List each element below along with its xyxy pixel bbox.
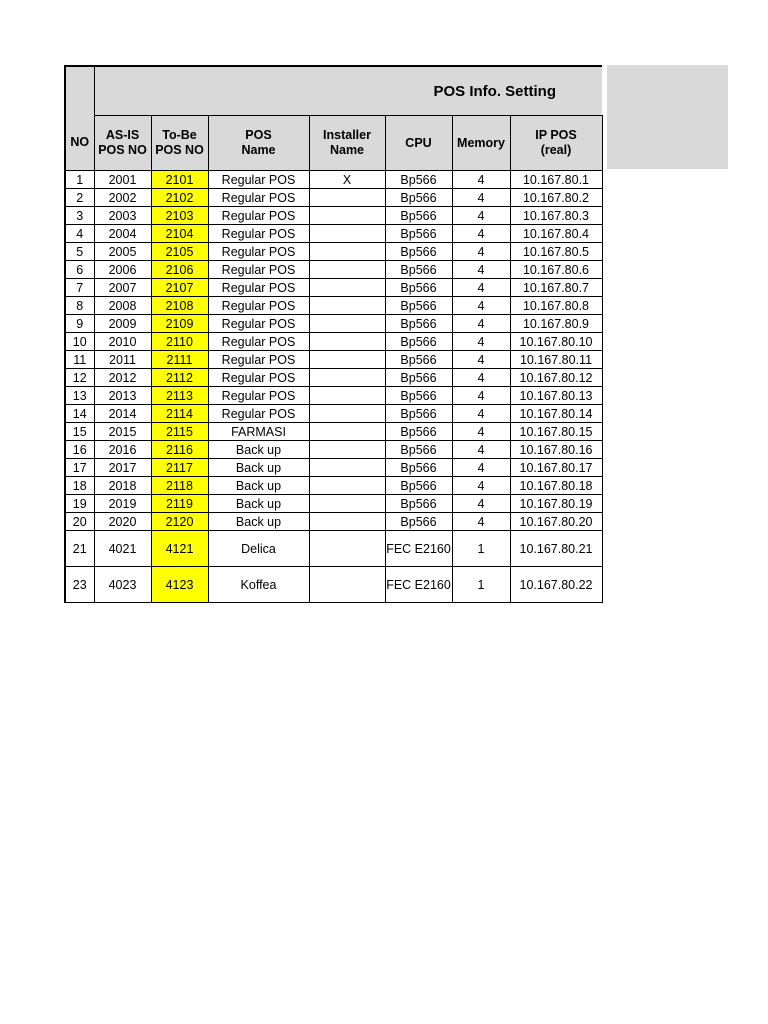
cell-no[interactable]: 7 [65, 279, 94, 297]
table-row [65, 351, 602, 369]
cell-pos-name[interactable]: Regular POS [208, 225, 309, 243]
cell-cpu[interactable]: Bp566 [385, 261, 452, 279]
cell-tobe-pos-no[interactable]: 2108 [151, 297, 208, 315]
cell-installer-name[interactable] [309, 441, 385, 459]
cell-cpu[interactable]: Bp566 [385, 207, 452, 225]
cell-memory[interactable]: 4 [452, 207, 510, 225]
header-tobe-pos-no[interactable] [151, 116, 208, 171]
cell-installer-name[interactable] [309, 531, 385, 567]
cell-pos-name[interactable]: Back up [208, 513, 309, 531]
cell-installer-name[interactable] [309, 387, 385, 405]
cell-no[interactable]: 19 [65, 495, 94, 513]
cell-tobe-pos-no[interactable]: 2101 [151, 171, 208, 189]
header-name-line1: POS [245, 128, 272, 142]
table-row [65, 567, 602, 603]
cell-memory[interactable]: 4 [452, 315, 510, 333]
cell-ip-pos[interactable]: 10.167.80.20 [510, 513, 602, 531]
cell-asis-pos-no[interactable]: 2006 [94, 261, 151, 279]
cell-asis-pos-no[interactable]: 2017 [94, 459, 151, 477]
cell-no[interactable]: 3 [65, 207, 94, 225]
header-tobe-line1: To-Be [162, 128, 197, 142]
table-row [65, 405, 602, 423]
table-row [65, 171, 602, 189]
cell-no[interactable]: 14 [65, 405, 94, 423]
cell-memory[interactable]: 1 [452, 531, 510, 567]
header-cpu[interactable]: CPU [385, 116, 452, 171]
cell-installer-name[interactable] [309, 495, 385, 513]
cell-installer-name[interactable] [309, 189, 385, 207]
cell-pos-name[interactable]: FARMASI [208, 423, 309, 441]
cell-cpu[interactable]: Bp566 [385, 513, 452, 531]
cell-memory[interactable]: 4 [452, 243, 510, 261]
header-installer-line1: Installer [323, 128, 371, 142]
cell-tobe-pos-no[interactable]: 2111 [151, 351, 208, 369]
cell-asis-pos-no[interactable]: 2002 [94, 189, 151, 207]
cell-tobe-pos-no[interactable]: 2113 [151, 387, 208, 405]
cell-tobe-pos-no[interactable]: 2112 [151, 369, 208, 387]
cell-ip-pos[interactable]: 10.167.80.15 [510, 423, 602, 441]
header-row [65, 116, 602, 171]
cell-cpu[interactable]: Bp566 [385, 495, 452, 513]
cell-memory[interactable]: 4 [452, 333, 510, 351]
cell-memory[interactable]: 1 [452, 567, 510, 603]
cell-cpu[interactable]: Bp566 [385, 333, 452, 351]
cell-cpu[interactable]: Bp566 [385, 387, 452, 405]
cell-cpu[interactable]: FEC E2160 [385, 531, 452, 567]
cell-ip-pos[interactable]: 10.167.80.9 [510, 315, 602, 333]
title-corner-cell[interactable] [65, 66, 94, 116]
cell-tobe-pos-no[interactable]: 4123 [151, 567, 208, 603]
table-row [65, 189, 602, 207]
cell-memory[interactable]: 4 [452, 351, 510, 369]
cell-memory[interactable]: 4 [452, 171, 510, 189]
cell-no[interactable]: 10 [65, 333, 94, 351]
cell-tobe-pos-no[interactable]: 2103 [151, 207, 208, 225]
cell-asis-pos-no[interactable]: 4023 [94, 567, 151, 603]
cell-pos-name[interactable]: Regular POS [208, 369, 309, 387]
cell-asis-pos-no[interactable]: 4021 [94, 531, 151, 567]
cell-asis-pos-no[interactable]: 2015 [94, 423, 151, 441]
cell-ip-pos[interactable]: 10.167.80.3 [510, 207, 602, 225]
cell-asis-pos-no[interactable]: 2001 [94, 171, 151, 189]
cell-asis-pos-no[interactable]: 2019 [94, 495, 151, 513]
cell-ip-pos[interactable]: 10.167.80.16 [510, 441, 602, 459]
cell-cpu[interactable]: Bp566 [385, 441, 452, 459]
table-row [65, 369, 602, 387]
cell-pos-name[interactable]: Regular POS [208, 333, 309, 351]
cell-tobe-pos-no[interactable]: 2107 [151, 279, 208, 297]
cell-installer-name[interactable] [309, 207, 385, 225]
cell-installer-name[interactable] [309, 567, 385, 603]
cell-tobe-pos-no[interactable]: 2116 [151, 441, 208, 459]
cell-asis-pos-no[interactable]: 2010 [94, 333, 151, 351]
cell-installer-name[interactable] [309, 423, 385, 441]
cell-ip-pos[interactable]: 10.167.80.7 [510, 279, 602, 297]
cell-memory[interactable]: 4 [452, 459, 510, 477]
cell-tobe-pos-no[interactable]: 2114 [151, 405, 208, 423]
cell-no[interactable]: 5 [65, 243, 94, 261]
title-band-extension [607, 65, 728, 169]
cell-cpu[interactable]: Bp566 [385, 171, 452, 189]
table-row [65, 207, 602, 225]
cell-memory[interactable]: 4 [452, 441, 510, 459]
pos-info-table [64, 65, 603, 603]
cell-pos-name[interactable]: Regular POS [208, 171, 309, 189]
cell-pos-name[interactable]: Regular POS [208, 207, 309, 225]
cell-pos-name[interactable]: Koffea [208, 567, 309, 603]
table-row [65, 279, 602, 297]
cell-ip-pos[interactable]: 10.167.80.17 [510, 459, 602, 477]
cell-pos-name[interactable]: Regular POS [208, 315, 309, 333]
cell-ip-pos[interactable]: 10.167.80.10 [510, 333, 602, 351]
cell-pos-name[interactable]: Regular POS [208, 351, 309, 369]
cell-no[interactable]: 23 [65, 567, 94, 603]
cell-tobe-pos-no[interactable]: 2105 [151, 243, 208, 261]
table-row [65, 459, 602, 477]
cell-cpu[interactable]: Bp566 [385, 423, 452, 441]
cell-memory[interactable]: 4 [452, 405, 510, 423]
header-installer-name[interactable] [309, 116, 385, 171]
header-ip-line2: (real) [540, 143, 572, 157]
cell-no[interactable]: 13 [65, 387, 94, 405]
cell-no[interactable]: 16 [65, 441, 94, 459]
cell-ip-pos[interactable]: 10.167.80.1 [510, 171, 602, 189]
cell-installer-name[interactable] [309, 315, 385, 333]
cell-installer-name[interactable] [309, 243, 385, 261]
cell-pos-name[interactable]: Regular POS [208, 387, 309, 405]
cell-asis-pos-no[interactable]: 2020 [94, 513, 151, 531]
table-row [65, 333, 602, 351]
cell-installer-name[interactable] [309, 225, 385, 243]
cell-installer-name[interactable] [309, 297, 385, 315]
cell-no[interactable]: 18 [65, 477, 94, 495]
cell-asis-pos-no[interactable]: 2005 [94, 243, 151, 261]
cell-cpu[interactable]: FEC E2160 [385, 567, 452, 603]
table-row [65, 495, 602, 513]
cell-ip-pos[interactable]: 10.167.80.6 [510, 261, 602, 279]
cell-ip-pos[interactable]: 10.167.80.19 [510, 495, 602, 513]
cell-asis-pos-no[interactable]: 2007 [94, 279, 151, 297]
cell-ip-pos[interactable]: 10.167.80.22 [510, 567, 602, 603]
cell-memory[interactable]: 4 [452, 261, 510, 279]
header-asis-line1: AS-IS [105, 128, 140, 142]
table-row [65, 513, 602, 531]
cell-no[interactable]: 2 [65, 189, 94, 207]
header-name-line2: Name [241, 143, 276, 157]
cell-tobe-pos-no[interactable]: 2102 [151, 189, 208, 207]
cell-no[interactable]: 9 [65, 315, 94, 333]
cell-pos-name[interactable]: Regular POS [208, 297, 309, 315]
cell-no[interactable]: 21 [65, 531, 94, 567]
cell-asis-pos-no[interactable]: 2012 [94, 369, 151, 387]
header-tobe-line2: POS NO [155, 143, 204, 157]
cell-asis-pos-no[interactable]: 2009 [94, 315, 151, 333]
cell-cpu[interactable]: Bp566 [385, 459, 452, 477]
cell-tobe-pos-no[interactable]: 2110 [151, 333, 208, 351]
header-asis-pos-no[interactable] [94, 116, 151, 171]
cell-installer-name[interactable] [309, 405, 385, 423]
header-ip-line1: IP POS [535, 128, 577, 142]
cell-cpu[interactable]: Bp566 [385, 279, 452, 297]
cell-pos-name[interactable]: Regular POS [208, 243, 309, 261]
cell-ip-pos[interactable]: 10.167.80.4 [510, 225, 602, 243]
cell-pos-name[interactable]: Back up [208, 477, 309, 495]
cell-memory[interactable]: 4 [452, 225, 510, 243]
cell-pos-name[interactable]: Regular POS [208, 189, 309, 207]
cell-ip-pos[interactable]: 10.167.80.5 [510, 243, 602, 261]
cell-asis-pos-no[interactable]: 2008 [94, 297, 151, 315]
cell-cpu[interactable]: Bp566 [385, 351, 452, 369]
cell-pos-name[interactable]: Regular POS [208, 261, 309, 279]
cell-memory[interactable]: 4 [452, 513, 510, 531]
cell-no[interactable]: 15 [65, 423, 94, 441]
cell-installer-name[interactable] [309, 333, 385, 351]
cell-memory[interactable]: 4 [452, 369, 510, 387]
cell-memory[interactable]: 4 [452, 423, 510, 441]
cell-installer-name[interactable] [309, 459, 385, 477]
cell-cpu[interactable]: Bp566 [385, 225, 452, 243]
cell-tobe-pos-no[interactable]: 2118 [151, 477, 208, 495]
cell-asis-pos-no[interactable]: 2016 [94, 441, 151, 459]
cell-pos-name[interactable]: Delica [208, 531, 309, 567]
table-title[interactable]: POS Info. Setting [94, 66, 602, 116]
cell-installer-name[interactable] [309, 279, 385, 297]
header-installer-line2: Name [329, 143, 365, 157]
cell-installer-name[interactable] [309, 513, 385, 531]
cell-pos-name[interactable]: Back up [208, 441, 309, 459]
table-row [65, 261, 602, 279]
cell-cpu[interactable]: Bp566 [385, 189, 452, 207]
cell-cpu[interactable]: Bp566 [385, 369, 452, 387]
cell-cpu[interactable]: Bp566 [385, 477, 452, 495]
cell-memory[interactable]: 4 [452, 189, 510, 207]
cell-tobe-pos-no[interactable]: 4121 [151, 531, 208, 567]
table-row [65, 387, 602, 405]
cell-tobe-pos-no[interactable]: 2106 [151, 261, 208, 279]
cell-no[interactable]: 6 [65, 261, 94, 279]
cell-memory[interactable]: 4 [452, 279, 510, 297]
table-row [65, 531, 602, 567]
cell-memory[interactable]: 4 [452, 297, 510, 315]
cell-asis-pos-no[interactable]: 2011 [94, 351, 151, 369]
cell-tobe-pos-no[interactable]: 2109 [151, 315, 208, 333]
header-pos-name[interactable] [208, 116, 309, 171]
cell-asis-pos-no[interactable]: 2018 [94, 477, 151, 495]
cell-pos-name[interactable]: Regular POS [208, 405, 309, 423]
cell-no[interactable]: 12 [65, 369, 94, 387]
table-row [65, 315, 602, 333]
cell-ip-pos[interactable]: 10.167.80.21 [510, 531, 602, 567]
cell-pos-name[interactable]: Back up [208, 459, 309, 477]
header-memory[interactable]: Memory [452, 116, 510, 171]
cell-no[interactable]: 17 [65, 459, 94, 477]
cell-ip-pos[interactable]: 10.167.80.12 [510, 369, 602, 387]
cell-tobe-pos-no[interactable]: 2117 [151, 459, 208, 477]
cell-asis-pos-no[interactable]: 2014 [94, 405, 151, 423]
cell-memory[interactable]: 4 [452, 477, 510, 495]
cell-asis-pos-no[interactable]: 2003 [94, 207, 151, 225]
header-asis-line2: POS NO [98, 143, 147, 157]
table-row [65, 243, 602, 261]
cell-tobe-pos-no[interactable]: 2119 [151, 495, 208, 513]
cell-asis-pos-no[interactable]: 2004 [94, 225, 151, 243]
cell-ip-pos[interactable]: 10.167.80.13 [510, 387, 602, 405]
table-row [65, 423, 602, 441]
cell-cpu[interactable]: Bp566 [385, 297, 452, 315]
cell-no[interactable]: 20 [65, 513, 94, 531]
cell-cpu[interactable]: Bp566 [385, 405, 452, 423]
cell-ip-pos[interactable]: 10.167.80.14 [510, 405, 602, 423]
cell-tobe-pos-no[interactable]: 2115 [151, 423, 208, 441]
cell-tobe-pos-no[interactable]: 2120 [151, 513, 208, 531]
cell-tobe-pos-no[interactable]: 2104 [151, 225, 208, 243]
cell-ip-pos[interactable]: 10.167.80.8 [510, 297, 602, 315]
cell-installer-name[interactable] [309, 261, 385, 279]
table-row [65, 441, 602, 459]
cell-no[interactable]: 4 [65, 225, 94, 243]
cell-installer-name[interactable] [309, 477, 385, 495]
cell-ip-pos[interactable]: 10.167.80.2 [510, 189, 602, 207]
cell-memory[interactable]: 4 [452, 495, 510, 513]
cell-pos-name[interactable]: Regular POS [208, 279, 309, 297]
cell-no[interactable]: 11 [65, 351, 94, 369]
cell-asis-pos-no[interactable]: 2013 [94, 387, 151, 405]
cell-cpu[interactable]: Bp566 [385, 243, 452, 261]
cell-installer-name[interactable]: X [309, 171, 385, 189]
title-row [65, 66, 602, 116]
table-row [65, 477, 602, 495]
header-ip-pos[interactable] [510, 116, 602, 171]
cell-installer-name[interactable] [309, 369, 385, 387]
cell-installer-name[interactable] [309, 351, 385, 369]
header-no[interactable]: NO [65, 116, 94, 171]
cell-no[interactable]: 8 [65, 297, 94, 315]
cell-pos-name[interactable]: Back up [208, 495, 309, 513]
cell-ip-pos[interactable]: 10.167.80.18 [510, 477, 602, 495]
table-row [65, 225, 602, 243]
cell-cpu[interactable]: Bp566 [385, 315, 452, 333]
cell-memory[interactable]: 4 [452, 387, 510, 405]
table-row [65, 297, 602, 315]
cell-no[interactable]: 1 [65, 171, 94, 189]
cell-ip-pos[interactable]: 10.167.80.11 [510, 351, 602, 369]
